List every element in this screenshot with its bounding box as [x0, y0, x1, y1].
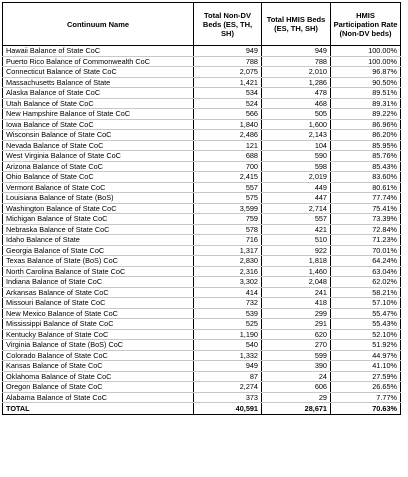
cell-hmis-beds: 2,019: [262, 172, 331, 183]
table-row: [3, 382, 401, 393]
cell-non-dv-beds: 373: [194, 392, 262, 403]
cell-continuum-name: New Hampshire Balance of State CoC: [3, 109, 194, 120]
cell-participation-rate: 27.59%: [331, 371, 401, 382]
cell-non-dv-beds: 788: [194, 56, 262, 67]
table-row: [3, 88, 401, 99]
cell-participation-rate: 70.01%: [331, 245, 401, 256]
cell-hmis-beds: 949: [262, 46, 331, 57]
table-row: [3, 319, 401, 330]
cell-hmis-beds: 1,818: [262, 256, 331, 267]
cell-participation-rate: 55.47%: [331, 308, 401, 319]
table-row: [3, 245, 401, 256]
cell-non-dv-beds: 557: [194, 182, 262, 193]
cell-hmis-beds: 922: [262, 245, 331, 256]
cell-hmis-beds: 299: [262, 308, 331, 319]
cell-continuum-name: Wisconsin Balance of State CoC: [3, 130, 194, 141]
total-row: [3, 403, 401, 415]
cell-non-dv-beds: 759: [194, 214, 262, 225]
cell-participation-rate: 96.87%: [331, 67, 401, 78]
cell-participation-rate: 75.41%: [331, 203, 401, 214]
table-row: [3, 140, 401, 151]
cell-hmis-beds: 447: [262, 193, 331, 204]
cell-continuum-name: Connecticut Balance of State CoC: [3, 67, 194, 78]
cell-non-dv-beds: 1,840: [194, 119, 262, 130]
cell-participation-rate: 41.10%: [331, 361, 401, 372]
cell-continuum-name: Colorado Balance of State CoC: [3, 350, 194, 361]
cell-continuum-name: Iowa Balance of State CoC: [3, 119, 194, 130]
cell-continuum-name: North Carolina Balance of State CoC: [3, 266, 194, 277]
cell-participation-rate: 73.39%: [331, 214, 401, 225]
total-label: TOTAL: [3, 403, 194, 415]
cell-participation-rate: 100.00%: [331, 56, 401, 67]
cell-participation-rate: 100.00%: [331, 46, 401, 57]
cell-continuum-name: Idaho Balance of State: [3, 235, 194, 246]
cell-participation-rate: 62.02%: [331, 277, 401, 288]
cell-continuum-name: Virginia Balance of State (BoS) CoC: [3, 340, 194, 351]
cell-continuum-name: New Mexico Balance of State CoC: [3, 308, 194, 319]
table-row: [3, 224, 401, 235]
cell-continuum-name: Hawaii Balance of State CoC: [3, 46, 194, 57]
cell-hmis-beds: 1,460: [262, 266, 331, 277]
cell-non-dv-beds: 539: [194, 308, 262, 319]
cell-participation-rate: 55.43%: [331, 319, 401, 330]
table-row: [3, 172, 401, 183]
cell-participation-rate: 72.84%: [331, 224, 401, 235]
cell-hmis-beds: 418: [262, 298, 331, 309]
header-continuum-name: Continuum Name: [3, 3, 194, 46]
cell-participation-rate: 63.04%: [331, 266, 401, 277]
cell-participation-rate: 85.95%: [331, 140, 401, 151]
table-row: [3, 161, 401, 172]
cell-non-dv-beds: 121: [194, 140, 262, 151]
cell-continuum-name: Missouri Balance of State CoC: [3, 298, 194, 309]
cell-non-dv-beds: 3,302: [194, 277, 262, 288]
table-row: [3, 361, 401, 372]
cell-participation-rate: 7.77%: [331, 392, 401, 403]
cell-participation-rate: 64.24%: [331, 256, 401, 267]
hmis-participation-table: [2, 2, 401, 415]
table-row: [3, 371, 401, 382]
table-row: [3, 235, 401, 246]
cell-hmis-beds: 270: [262, 340, 331, 351]
cell-continuum-name: Ohio Balance of State CoC: [3, 172, 194, 183]
table-row: [3, 130, 401, 141]
cell-participation-rate: 26.65%: [331, 382, 401, 393]
cell-non-dv-beds: 2,075: [194, 67, 262, 78]
cell-continuum-name: Michigan Balance of State CoC: [3, 214, 194, 225]
cell-continuum-name: Arkansas Balance of State CoC: [3, 287, 194, 298]
cell-non-dv-beds: 414: [194, 287, 262, 298]
cell-participation-rate: 77.74%: [331, 193, 401, 204]
cell-continuum-name: Texas Balance of State (BoS) CoC: [3, 256, 194, 267]
cell-participation-rate: 58.21%: [331, 287, 401, 298]
cell-participation-rate: 83.60%: [331, 172, 401, 183]
cell-continuum-name: Vermont Balance of State CoC: [3, 182, 194, 193]
table-header-row: [3, 3, 401, 46]
cell-continuum-name: Georgia Balance of State CoC: [3, 245, 194, 256]
table-row: [3, 77, 401, 88]
cell-participation-rate: 71.23%: [331, 235, 401, 246]
cell-participation-rate: 57.10%: [331, 298, 401, 309]
table-row: [3, 151, 401, 162]
header-participation-rate: HMIS Participation Rate (Non-DV beds): [331, 3, 401, 46]
table-row: [3, 46, 401, 57]
cell-participation-rate: 80.61%: [331, 182, 401, 193]
cell-non-dv-beds: 524: [194, 98, 262, 109]
cell-non-dv-beds: 2,316: [194, 266, 262, 277]
cell-hmis-beds: 2,010: [262, 67, 331, 78]
table-row: [3, 266, 401, 277]
cell-hmis-beds: 1,286: [262, 77, 331, 88]
table-row: [3, 277, 401, 288]
table-row: [3, 203, 401, 214]
table-row: [3, 392, 401, 403]
cell-non-dv-beds: 1,421: [194, 77, 262, 88]
table-row: [3, 287, 401, 298]
table-row: [3, 350, 401, 361]
cell-continuum-name: Massachusetts Balance of State: [3, 77, 194, 88]
cell-non-dv-beds: 1,332: [194, 350, 262, 361]
cell-hmis-beds: 24: [262, 371, 331, 382]
cell-participation-rate: 89.22%: [331, 109, 401, 120]
cell-non-dv-beds: 2,486: [194, 130, 262, 141]
cell-continuum-name: Oklahoma Balance of State CoC: [3, 371, 194, 382]
cell-hmis-beds: 2,714: [262, 203, 331, 214]
cell-hmis-beds: 468: [262, 98, 331, 109]
cell-continuum-name: Alabama Balance of State CoC: [3, 392, 194, 403]
cell-continuum-name: Washington Balance of State CoC: [3, 203, 194, 214]
cell-participation-rate: 44.97%: [331, 350, 401, 361]
cell-non-dv-beds: 566: [194, 109, 262, 120]
table-row: [3, 329, 401, 340]
cell-non-dv-beds: 578: [194, 224, 262, 235]
cell-hmis-beds: 620: [262, 329, 331, 340]
cell-non-dv-beds: 3,599: [194, 203, 262, 214]
cell-hmis-beds: 606: [262, 382, 331, 393]
cell-participation-rate: 52.10%: [331, 329, 401, 340]
table-row: [3, 214, 401, 225]
cell-continuum-name: Oregon Balance of State CoC: [3, 382, 194, 393]
cell-continuum-name: Louisiana Balance of State (BoS): [3, 193, 194, 204]
cell-continuum-name: Utah Balance of State CoC: [3, 98, 194, 109]
cell-participation-rate: 85.76%: [331, 151, 401, 162]
cell-non-dv-beds: 87: [194, 371, 262, 382]
cell-hmis-beds: 390: [262, 361, 331, 372]
cell-participation-rate: 89.31%: [331, 98, 401, 109]
cell-hmis-beds: 557: [262, 214, 331, 225]
cell-non-dv-beds: 716: [194, 235, 262, 246]
cell-continuum-name: Mississippi Balance of State CoC: [3, 319, 194, 330]
cell-non-dv-beds: 534: [194, 88, 262, 99]
cell-hmis-beds: 788: [262, 56, 331, 67]
cell-non-dv-beds: 2,415: [194, 172, 262, 183]
cell-hmis-beds: 590: [262, 151, 331, 162]
cell-hmis-beds: 241: [262, 287, 331, 298]
cell-non-dv-beds: 2,830: [194, 256, 262, 267]
cell-non-dv-beds: 1,317: [194, 245, 262, 256]
cell-hmis-beds: 2,143: [262, 130, 331, 141]
cell-hmis-beds: 421: [262, 224, 331, 235]
cell-continuum-name: Alaska Balance of State CoC: [3, 88, 194, 99]
table-row: [3, 182, 401, 193]
cell-hmis-beds: 104: [262, 140, 331, 151]
cell-participation-rate: 86.96%: [331, 119, 401, 130]
cell-continuum-name: Kentucky Balance of State CoC: [3, 329, 194, 340]
cell-continuum-name: Nevada Balance of State CoC: [3, 140, 194, 151]
cell-hmis-beds: 449: [262, 182, 331, 193]
cell-participation-rate: 51.92%: [331, 340, 401, 351]
table-row: [3, 340, 401, 351]
cell-non-dv-beds: 2,274: [194, 382, 262, 393]
cell-hmis-beds: 1,600: [262, 119, 331, 130]
total-non-dv-beds: 40,591: [194, 403, 262, 415]
table-row: [3, 256, 401, 267]
cell-non-dv-beds: 688: [194, 151, 262, 162]
table-row: [3, 98, 401, 109]
cell-non-dv-beds: 525: [194, 319, 262, 330]
cell-continuum-name: Arizona Balance of State CoC: [3, 161, 194, 172]
header-total-non-dv-beds: Total Non-DV Beds (ES, TH, SH): [194, 3, 262, 46]
cell-non-dv-beds: 732: [194, 298, 262, 309]
table-row: [3, 193, 401, 204]
cell-non-dv-beds: 700: [194, 161, 262, 172]
cell-continuum-name: Indiana Balance of State CoC: [3, 277, 194, 288]
cell-non-dv-beds: 540: [194, 340, 262, 351]
cell-participation-rate: 90.50%: [331, 77, 401, 88]
cell-hmis-beds: 510: [262, 235, 331, 246]
table-row: [3, 308, 401, 319]
cell-non-dv-beds: 949: [194, 46, 262, 57]
cell-participation-rate: 85.43%: [331, 161, 401, 172]
total-participation-rate: 70.63%: [331, 403, 401, 415]
cell-non-dv-beds: 949: [194, 361, 262, 372]
cell-continuum-name: West Virginia Balance of State CoC: [3, 151, 194, 162]
cell-hmis-beds: 505: [262, 109, 331, 120]
cell-non-dv-beds: 575: [194, 193, 262, 204]
cell-non-dv-beds: 1,190: [194, 329, 262, 340]
table-row: [3, 109, 401, 120]
cell-continuum-name: Nebraska Balance of State CoC: [3, 224, 194, 235]
cell-hmis-beds: 2,048: [262, 277, 331, 288]
cell-hmis-beds: 29: [262, 392, 331, 403]
cell-participation-rate: 86.20%: [331, 130, 401, 141]
cell-hmis-beds: 478: [262, 88, 331, 99]
cell-continuum-name: Kansas Balance of State CoC: [3, 361, 194, 372]
header-total-hmis-beds: Total HMIS Beds (ES, TH, SH): [262, 3, 331, 46]
table-row: [3, 67, 401, 78]
cell-hmis-beds: 291: [262, 319, 331, 330]
cell-continuum-name: Puerto Rico Balance of Commonwealth CoC: [3, 56, 194, 67]
cell-participation-rate: 89.51%: [331, 88, 401, 99]
table-row: [3, 298, 401, 309]
table-row: [3, 119, 401, 130]
cell-hmis-beds: 599: [262, 350, 331, 361]
cell-hmis-beds: 598: [262, 161, 331, 172]
table-row: [3, 56, 401, 67]
total-hmis-beds: 28,671: [262, 403, 331, 415]
